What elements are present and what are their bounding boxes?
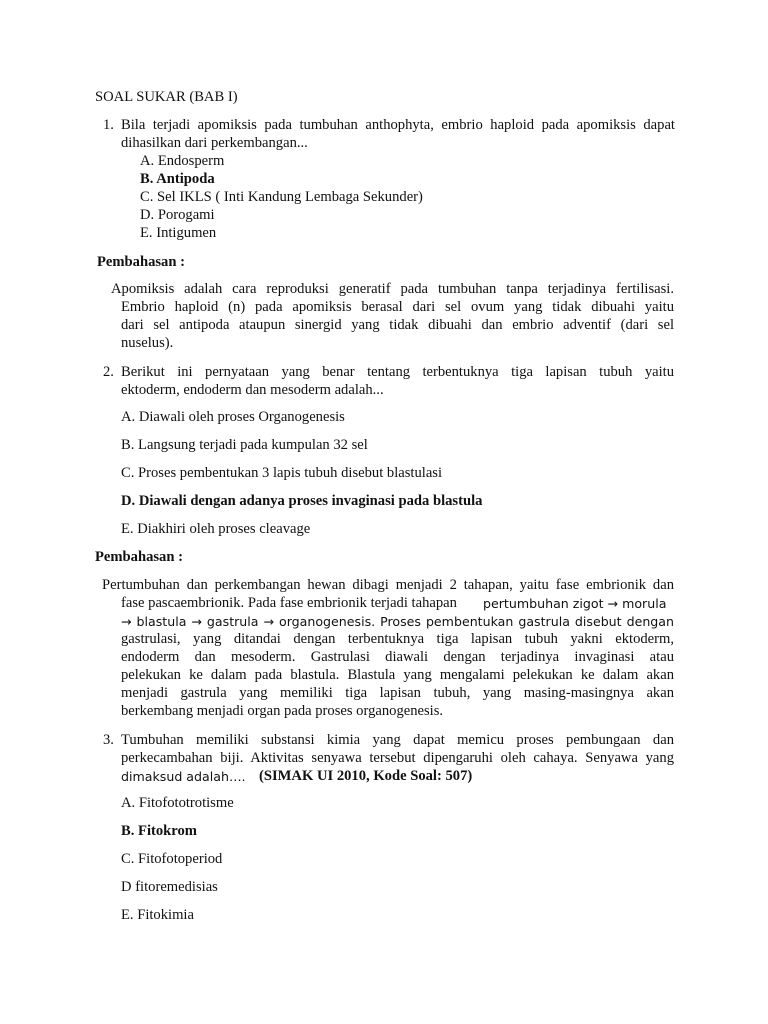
q3-text-line2: perkecambahan biji. Aktivitas senyawa tersebut dipengaruhi oleh cahaya. Senyawa yang [121,750,674,766]
q1-number: 1. [103,117,114,133]
q2-option-a: A. Diawali oleh proses Organogenesis [121,409,345,425]
q1-option-a: A. Endosperm [140,153,225,169]
pembahasan1-line4: nuselus). [121,335,174,351]
pembahasan2-line8: berkembang menjadi organ pada proses organogenesis. [121,703,444,719]
q3-option-e: E. Fitokimia [121,907,194,923]
pembahasan2-line7: menjadi gastrula yang memiliki tiga lapisan tubuh, yang masing-masingnya akan [121,685,674,701]
pembahasan2-line1: Pertumbuhan dan perkembangan hewan dibagi menjadi 2 tahapan, yaitu fase embrionik dan [102,577,674,593]
q2-option-b: B. Langsung terjadi pada kumpulan 32 sel [121,437,368,453]
q3-text-line3a: dimaksud adalah…. [121,769,246,784]
q1-text-line2: dihasilkan dari perkembangan... [121,135,308,151]
q3-number: 3. [103,732,114,748]
pembahasan1-label: Pembahasan : [97,254,185,270]
q2-option-c: C. Proses pembentukan 3 lapis tubuh disebut blastulasi [121,465,443,481]
q3-option-d: D fitoremedisias [121,879,218,895]
q3-text-line1: Tumbuhan memiliki substansi kimia yang dapat memicu proses pembungaan dan [121,732,674,748]
pembahasan1-line1: Apomiksis adalah cara reproduksi generatif pada tumbuhan tanpa terjadinya fertilisasi. [111,281,674,297]
q2-number: 2. [103,364,114,380]
q2-option-e: E. Diakhiri oleh proses cleavage [121,521,311,537]
pembahasan1-line3: dari sel antipoda ataupun sinergid yang tidak dibuahi dan embrio adventif (dari sel [121,317,674,333]
q1-option-e: E. Intigumen [140,225,217,241]
q3-option-c: C. Fitofotoperiod [121,851,223,867]
pembahasan2-line6: pelekukan ke dalam pada blastula. Blastula yang mengalami pelekukan ke dalam akan [121,667,674,683]
pembahasan2-line5: endoderm dan mesoderm. Gastrulasi diawali dengan terjadinya invaginasi atau [121,649,674,665]
q2-text-line2: ektoderm, endoderm dan mesoderm adalah... [121,382,384,398]
q3-option-b-answer: B. Fitokrom [121,823,197,839]
pembahasan2-line4: gastrulasi, yang ditandai dengan terbentuknya tiga lapisan tubuh yakni ektoderm, [121,631,674,647]
document-title: SOAL SUKAR (BAB I) [95,89,238,105]
pembahasan2-line2a: fase pascaembrionik. Pada fase embrionik terjadi tahapan [121,595,457,611]
q1-text-line1: Bila terjadi apomiksis pada tumbuhan anthophyta, embrio haploid pada apomiksis dapat [121,117,675,133]
q1-option-b-answer: B. Antipoda [140,171,215,187]
pembahasan2-line2b: pertumbuhan zigot → morula [483,596,667,611]
pembahasan2-label: Pembahasan : [95,549,183,565]
q3-option-a: A. Fitofototrotisme [121,795,234,811]
pembahasan1-line2: Embrio haploid (n) pada apomiksis berasal dari sel ovum yang tidak dibuahi yaitu [121,299,674,315]
pembahasan2-line3: → blastula → gastrula → organogenesis. Proses pembentukan gastrula disebut dengan [121,614,674,629]
q1-option-c: C. Sel IKLS ( Inti Kandung Lembaga Sekunder) [140,189,423,205]
q2-option-d-answer: D. Diawali dengan adanya proses invaginasi pada blastula [121,493,483,509]
q3-source-reference: (SIMAK UI 2010, Kode Soal: 507) [259,768,473,784]
q2-text-line1: Berikut ini pernyataan yang benar tentang terbentuknya tiga lapisan tubuh yaitu [121,364,674,380]
q1-option-d: D. Porogami [140,207,215,223]
